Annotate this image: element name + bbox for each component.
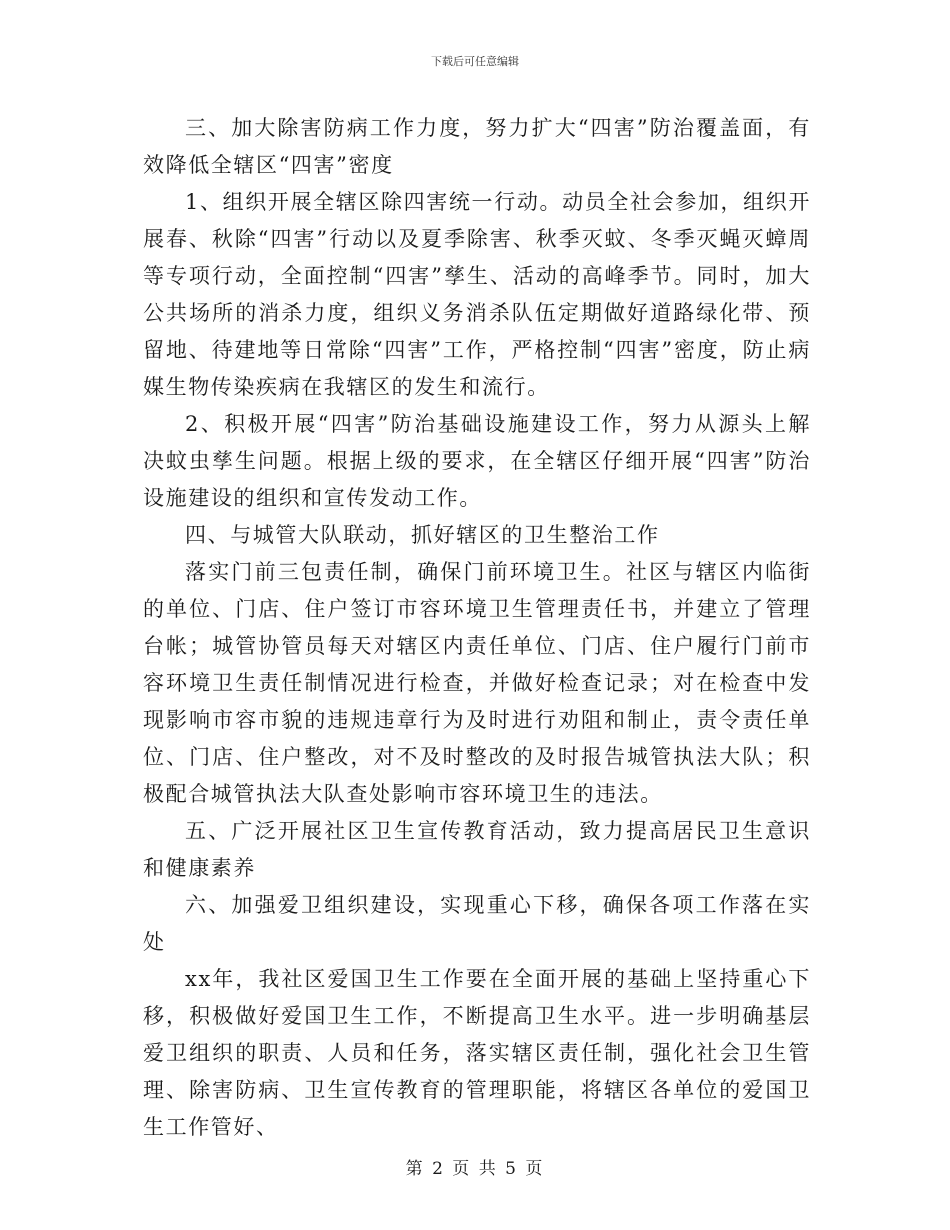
page-number: 第 2 页 共 5 页 [405,1159,545,1179]
section-heading-3: 三、加大除害防病工作力度，努力扩大“四害”防治覆盖面，有效降低全辖区“四害”密度 [143,116,811,177]
paragraph-item-1: 1、组织开展全辖区除四害统一行动。动员全社会参加，组织开展春、秋除“四害”行动以及夏季除害、秋季灭蚊、冬季灭蝇灭蟑周等专项行动，全面控制“四害”孳生、活动的高峰季节。同时，加大公共场所的消杀力度，组织义务消杀队伍定期做好道路绿化带、预留地、待建地等日常除“四害”工作，严格控制“四害”密度，防止病媒生物传染疾病在我辖区的发生和流行。 [143,190,811,399]
section-heading-6: 六、加强爱卫组织建设，实现重心下移，确保各项工作落在实处 [143,893,811,954]
section-heading-4: 四、与城管大队联动，抓好辖区的卫生整治工作 [185,523,660,547]
paragraph-item-2: 2、积极开展“四害”防治基础设施建设工作，努力从源头上解决蚊虫孳生问题。根据上级的要求，在全辖区仔细开展“四害”防治设施建设的组织和宣传发动工作。 [143,412,811,510]
paragraph-plan: xx年，我社区爱国卫生工作要在全面开展的基础上坚持重心下移，积极做好爱国卫生工作，不断提高卫生水平。进一步明确基层爱卫组织的职责、人员和任务，落实辖区责任制，强化社会卫生管理、除害防病、卫生宣传教育的管理职能，将辖区各单位的爱国卫生工作管好、 [143,967,811,1139]
page-header: 下载后可任意编辑 [431,55,519,68]
paragraph-sanbao: 落实门前三包责任制，确保门前环境卫生。社区与辖区内临街的单位、门店、住户签订市容环境卫生管理责任书，并建立了管理台帐；城管协管员每天对辖区内责任单位、门店、住户履行门前市容环境卫生责任制情况进行检查，并做好检查记录；对在检查中发现影响市容市貌的违规违章行为及时进行劝阻和制止，责令责任单位、门店、住户整改，对不及时整改的及时报告城管执法大队；积极配合城管执法大队查处影响市容环境卫生的违法。 [143,560,811,806]
document-body [143,110,811,1146]
section-heading-5: 五、广泛开展社区卫生宣传教育活动，致力提高居民卫生意识和健康素养 [143,819,811,880]
